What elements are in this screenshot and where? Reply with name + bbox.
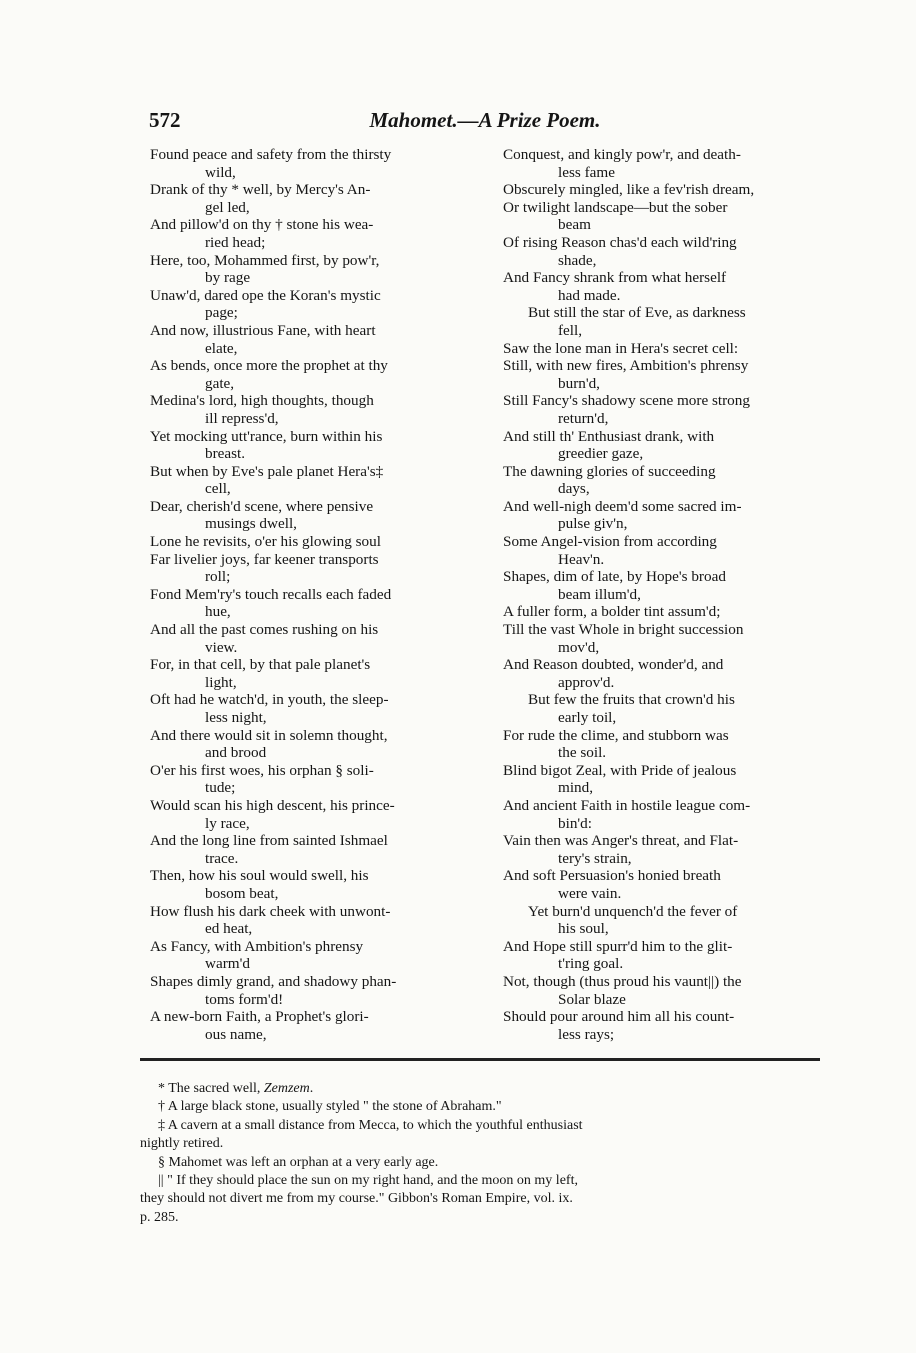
- verse-line: ous name,: [205, 1025, 267, 1043]
- verse-line: roll;: [205, 568, 231, 586]
- verse-line: A new-born Faith, a Prophet's glori-: [150, 1008, 369, 1026]
- verse-line: Saw the lone man in Hera's secret cell:: [503, 339, 739, 357]
- verse-line: A fuller form, a bolder tint assum'd;: [503, 603, 721, 621]
- verse-line: fell,: [558, 321, 583, 339]
- verse-line: The dawning glories of succeeding: [503, 462, 716, 480]
- verse-line: But few the fruits that crown'd his: [528, 691, 735, 709]
- footnote-text: ‡ A cavern at a small distance from Mecca, to which the youthful enthusiast: [158, 1117, 583, 1133]
- footnote-text: p. 285.: [140, 1209, 179, 1225]
- verse-line: musings dwell,: [205, 515, 297, 533]
- verse-line: less night,: [205, 709, 267, 726]
- verse-line: Obscurely mingled, like a fev'rish dream,: [503, 181, 755, 199]
- verse-line: pulse giv'n,: [558, 515, 628, 533]
- verse-line: his soul,: [558, 920, 609, 938]
- footnote-tail: .: [309, 1081, 314, 1096]
- verse-line: As bends, once more the prophet at thy: [150, 357, 388, 375]
- verse-line: elate,: [205, 339, 238, 357]
- footnote-text: they should not divert me from my course." Gibbon's Roman Empire, vol. ix.: [140, 1191, 573, 1207]
- footnote-text: || " If they should place the sun on my right hand, and the moon on my left,: [158, 1173, 578, 1189]
- footnote-emphasis: Zemzem: [263, 1081, 310, 1096]
- verse-line: Dear, cherish'd scene, where pensive: [150, 497, 374, 515]
- verse-line: beam illum'd,: [558, 585, 641, 603]
- verse-line: ed heat,: [205, 920, 253, 938]
- page-title: Mahomet.—A Prize Poem.: [369, 108, 601, 132]
- verse-line: t'ring goal.: [558, 955, 624, 973]
- verse-line: Heav'n.: [558, 550, 605, 568]
- verse-line: and brood: [205, 744, 267, 762]
- verse-line: Conquest, and kingly pow'r, and death-: [503, 146, 741, 163]
- verse-line: Far livelier joys, far keener transports: [150, 550, 379, 568]
- verse-line: approv'd.: [558, 673, 615, 691]
- verse-line: Fond Mem'ry's touch recalls each faded: [150, 585, 392, 603]
- verse-line: tery's strain,: [558, 849, 632, 867]
- verse-line: hue,: [205, 603, 231, 621]
- verse-line: gate,: [205, 374, 235, 392]
- footnote-text: * The sacred well,: [158, 1081, 264, 1096]
- verse-line: And all the past comes rushing on his: [150, 621, 379, 639]
- verse-line: toms form'd!: [205, 990, 284, 1008]
- verse-line: And now, illustrious Fane, with heart: [150, 321, 376, 339]
- footnote-text: § Mahomet was left an orphan at a very early age.: [158, 1154, 439, 1170]
- verse-line: less rays;: [558, 1025, 615, 1043]
- verse-line: burn'd,: [558, 374, 600, 392]
- verse-line: O'er his first woes, his orphan § soli-: [150, 761, 374, 779]
- verse-line: And Hope still spurr'd him to the glit-: [503, 937, 733, 955]
- verse-line: breast.: [205, 445, 246, 463]
- verse-line: ried head;: [205, 233, 266, 251]
- footnote-line: [140, 1135, 824, 1153]
- verse-line: Shapes dimly grand, and shadowy phan-: [150, 972, 397, 990]
- verse-line: mov'd,: [558, 638, 600, 656]
- verse-line: Vain then was Anger's threat, and Flat-: [503, 832, 739, 850]
- verse-line: ly race,: [205, 814, 250, 832]
- verse-line: Shapes, dim of late, by Hope's broad: [503, 568, 726, 586]
- verse-line: Some Angel-vision from according: [503, 533, 717, 551]
- verse-line: view.: [205, 638, 238, 656]
- verse-line: had made.: [558, 286, 621, 304]
- verse-line: And soft Persuasion's honied breath: [503, 867, 721, 885]
- poem-right-column: [503, 146, 825, 1043]
- verse-line: Of rising Reason chas'd each wild'ring: [503, 233, 737, 251]
- footnote-line: [140, 1080, 824, 1098]
- verse-line: And pillow'd on thy † stone his wea-: [150, 216, 374, 234]
- footnote-text: nightly retired.: [140, 1136, 224, 1152]
- verse-line: Or twilight landscape—but the sober: [503, 198, 728, 216]
- footnote-text: † A large black stone, usually styled " the stone of Abraham.": [158, 1099, 502, 1115]
- verse-line: Here, too, Mohammed first, by pow'r,: [150, 251, 380, 269]
- verse-line: greedier gaze,: [558, 445, 644, 463]
- verse-line: Solar blaze: [558, 990, 626, 1008]
- verse-line: days,: [558, 480, 590, 498]
- verse-line: As Fancy, with Ambition's phrensy: [150, 937, 364, 955]
- verse-line: Medina's lord, high thoughts, though: [150, 392, 374, 410]
- verse-line: Oft had he watch'd, in youth, the sleep-: [150, 691, 389, 709]
- verse-line: Yet mocking utt'rance, burn within his: [150, 427, 383, 445]
- verse-line: bin'd:: [558, 814, 592, 832]
- verse-line: bosom beat,: [205, 884, 279, 902]
- page-header: [145, 108, 825, 138]
- verse-line: And there would sit in solemn thought,: [150, 726, 388, 744]
- footnote-divider: [140, 1058, 820, 1061]
- verse-line: Unaw'd, dared ope the Koran's mystic: [150, 286, 381, 304]
- verse-line: wild,: [205, 163, 236, 181]
- footnote-line: [140, 1190, 824, 1208]
- footnote-line: [140, 1172, 824, 1190]
- verse-line: less fame: [558, 163, 615, 181]
- verse-line: And ancient Faith in hostile league com-: [503, 796, 751, 814]
- verse-line: Drank of thy * well, by Mercy's An-: [150, 181, 371, 199]
- verse-line: early toil,: [558, 709, 617, 726]
- verse-line: Still, with new fires, Ambition's phrensy: [503, 357, 749, 375]
- verse-line: Lone he revisits, o'er his glowing soul: [150, 533, 381, 551]
- verse-line: Yet burn'd unquench'd the fever of: [528, 902, 738, 920]
- verse-line: trace.: [205, 849, 239, 867]
- verse-line: beam: [558, 216, 591, 234]
- verse-line: Blind bigot Zeal, with Pride of jealous: [503, 761, 737, 779]
- verse-line: ill repress'd,: [205, 409, 279, 427]
- verse-line: Then, how his soul would swell, his: [150, 867, 369, 885]
- verse-line: Not, though (thus proud his vaunt||) the: [503, 972, 742, 990]
- verse-line: Should pour around him all his count-: [503, 1008, 735, 1026]
- verse-line: cell,: [205, 480, 231, 498]
- verse-line: page;: [205, 304, 238, 322]
- verse-line: And well-nigh deem'd some sacred im-: [503, 497, 742, 515]
- page-number: 572: [149, 108, 181, 132]
- verse-line: And the long line from sainted Ishmael: [150, 832, 388, 850]
- verse-line: tude;: [205, 779, 236, 797]
- verse-line: For, in that cell, by that pale planet's: [150, 656, 371, 674]
- verse-line: For rude the clime, and stubborn was: [503, 726, 729, 744]
- verse-line: were vain.: [558, 884, 622, 902]
- verse-line: shade,: [558, 251, 597, 269]
- verse-line: return'd,: [558, 409, 609, 427]
- footnote-line: [140, 1117, 824, 1135]
- verse-line: And still th' Enthusiast drank, with: [503, 427, 715, 445]
- verse-line: How flush his dark cheek with unwont-: [150, 902, 391, 920]
- footnote-line: [140, 1154, 824, 1172]
- verse-line: Till the vast Whole in bright succession: [503, 621, 744, 639]
- poem-left-column: [150, 146, 490, 1043]
- verse-line: Would scan his high descent, his prince-: [150, 796, 395, 814]
- footnotes: [140, 1080, 824, 1227]
- footnote-line: [140, 1209, 824, 1227]
- verse-line: Still Fancy's shadowy scene more strong: [503, 392, 750, 410]
- verse-line: warm'd: [205, 955, 250, 973]
- verse-line: light,: [205, 673, 237, 691]
- footnote-line: [140, 1098, 824, 1116]
- verse-line: by rage: [205, 269, 251, 287]
- verse-line: But still the star of Eve, as darkness: [528, 304, 746, 322]
- verse-line: And Fancy shrank from what herself: [503, 269, 727, 287]
- verse-line: mind,: [558, 779, 594, 797]
- verse-line: Found peace and safety from the thirsty: [150, 146, 392, 163]
- verse-line: the soil.: [558, 744, 607, 762]
- verse-line: And Reason doubted, wonder'd, and: [503, 656, 724, 674]
- verse-line: gel led,: [205, 198, 250, 216]
- verse-line: But when by Eve's pale planet Hera's‡: [150, 462, 384, 480]
